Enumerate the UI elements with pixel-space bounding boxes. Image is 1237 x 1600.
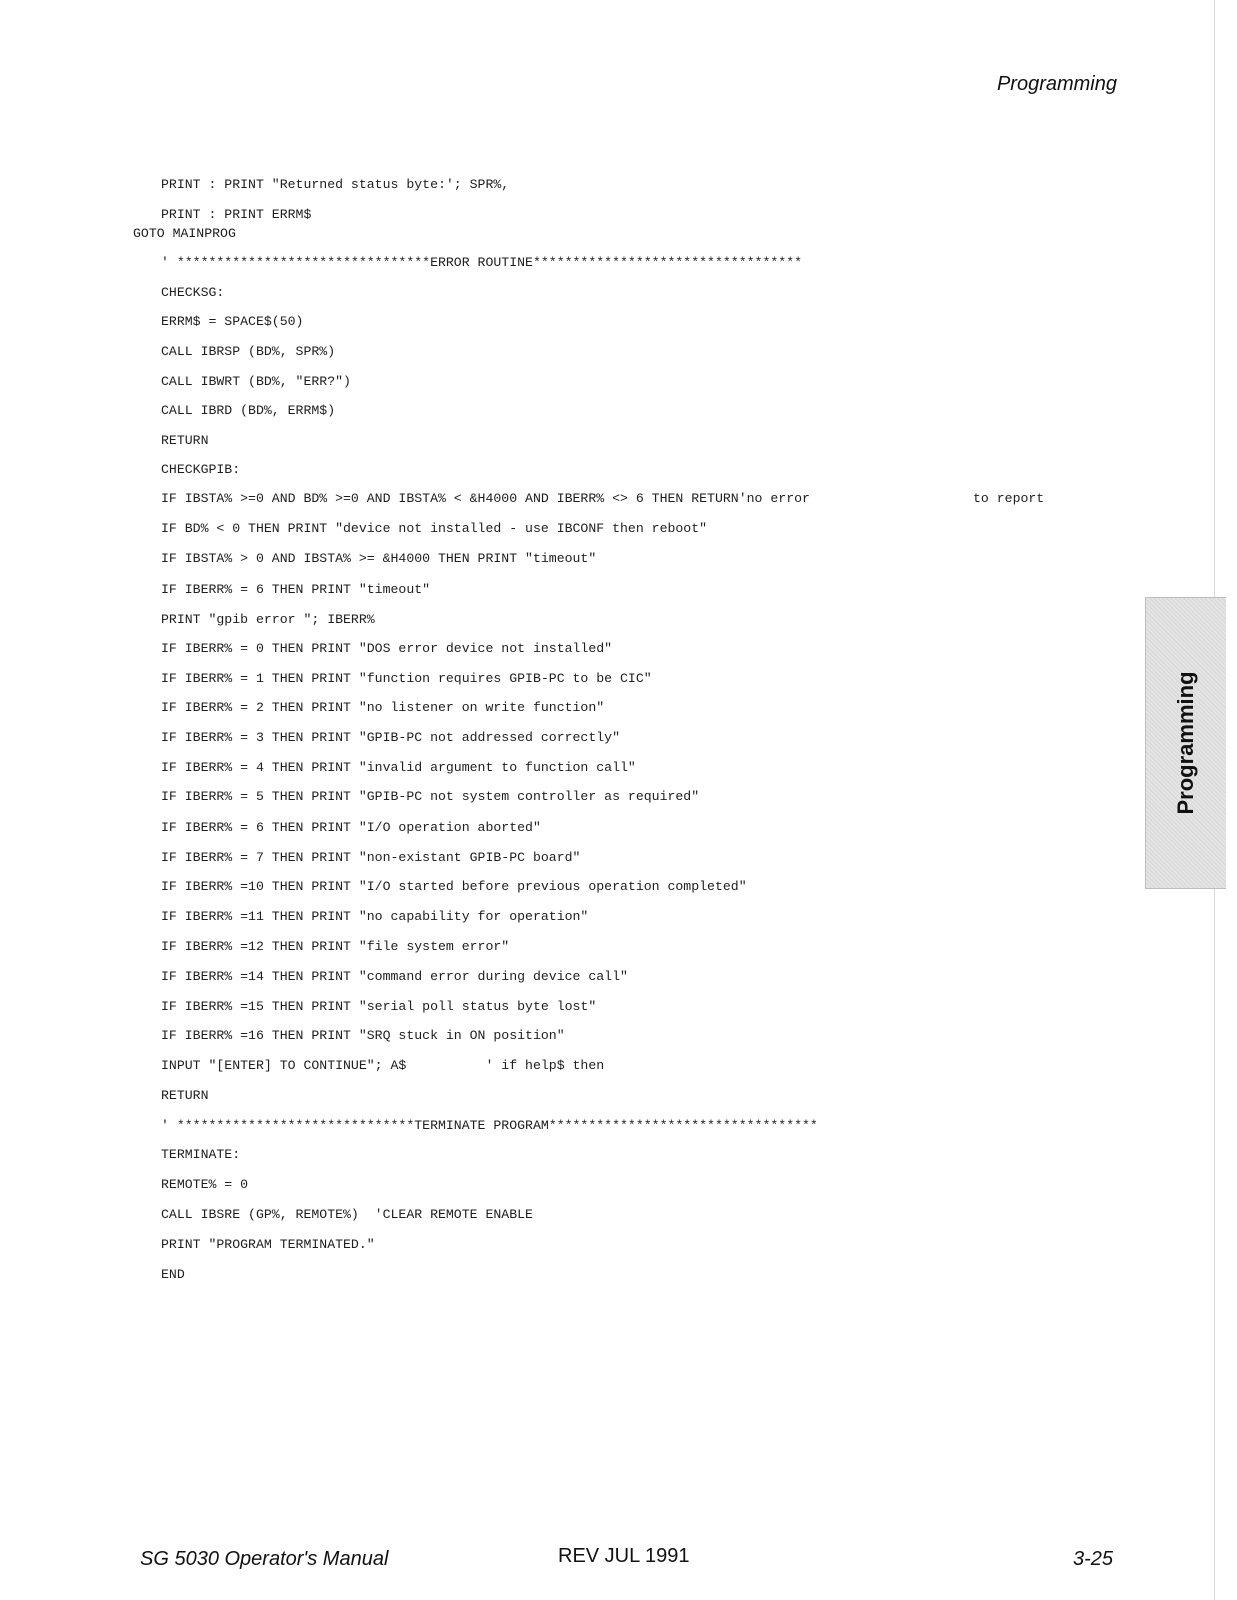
code-line: IF IBERR% = 6 THEN PRINT "timeout"	[161, 582, 431, 597]
code-line: TERMINATE:	[161, 1147, 241, 1162]
code-line: ERRM$ = SPACE$(50)	[161, 314, 304, 329]
code-line: END	[161, 1267, 185, 1282]
code-line: GOTO MAINPROG	[133, 226, 236, 241]
code-line: CALL IBRD (BD%, ERRM$)	[161, 403, 336, 418]
code-line: IF IBERR% = 6 THEN PRINT "I/O operation aborted"	[161, 820, 541, 835]
code-line: IF IBERR% = 5 THEN PRINT "GPIB-PC not system controller as required"	[161, 789, 700, 804]
code-line: REMOTE% = 0	[161, 1177, 249, 1192]
footer-manual-title: SG 5030 Operator's Manual	[140, 1548, 389, 1570]
code-line: RETURN	[161, 433, 209, 448]
section-thumb-tab-label: Programming	[1173, 671, 1198, 815]
code-line: ' ********************************ERROR ROUTINE**********************************	[161, 255, 803, 270]
code-line: PRINT "PROGRAM TERMINATED."	[161, 1237, 375, 1252]
code-line: PRINT "gpib error "; IBERR%	[161, 612, 375, 627]
code-line: ' ******************************TERMINATE PROGRAM**********************************	[161, 1118, 818, 1133]
code-line: RETURN	[161, 1088, 209, 1103]
section-thumb-tab	[1145, 597, 1226, 889]
code-line: CHECKGPIB:	[161, 462, 241, 477]
code-line: IF IBERR% =14 THEN PRINT "command error during device call"	[161, 969, 628, 984]
code-line-continuation: to report	[973, 491, 1045, 506]
code-line: IF IBERR% = 0 THEN PRINT "DOS error device not installed"	[161, 641, 613, 656]
footer-revision: REV JUL 1991	[558, 1545, 690, 1567]
footer-page-number: 3-25	[1072, 1548, 1113, 1570]
code-line: IF IBERR% =16 THEN PRINT "SRQ stuck in ON position"	[161, 1028, 565, 1043]
code-line: IF IBSTA% >=0 AND BD% >=0 AND IBSTA% < &H4000 AND IBERR% <> 6 THEN RETURN'no error	[161, 491, 810, 506]
code-line: CALL IBSRE (GP%, REMOTE%) 'CLEAR REMOTE ENABLE	[161, 1207, 533, 1222]
code-line: IF IBERR% = 7 THEN PRINT "non-existant GPIB-PC board"	[161, 850, 581, 865]
code-line: CHECKSG:	[161, 285, 225, 300]
code-line: PRINT : PRINT ERRM$	[161, 207, 312, 222]
code-line: CALL IBRSP (BD%, SPR%)	[161, 344, 336, 359]
code-line: IF IBERR% =12 THEN PRINT "file system error"	[161, 939, 510, 954]
code-line: CALL IBWRT (BD%, "ERR?")	[161, 374, 351, 389]
code-line: IF IBERR% = 4 THEN PRINT "invalid argument to function call"	[161, 760, 636, 775]
code-line: IF IBSTA% > 0 AND IBSTA% >= &H4000 THEN PRINT "timeout"	[161, 551, 597, 566]
code-line: PRINT : PRINT "Returned status byte:'; SPR%,	[161, 177, 510, 192]
code-line: INPUT "[ENTER] TO CONTINUE"; A$ ' if help$ then	[161, 1058, 605, 1073]
code-line: IF IBERR% = 1 THEN PRINT "function requires GPIB-PC to be CIC"	[161, 671, 652, 686]
code-line: IF IBERR% =10 THEN PRINT "I/O started before previous operation completed"	[161, 879, 747, 894]
code-line: IF IBERR% =15 THEN PRINT "serial poll status byte lost"	[161, 999, 597, 1014]
running-head: Programming	[996, 73, 1117, 95]
code-line: IF BD% < 0 THEN PRINT "device not installed - use IBCONF then reboot"	[161, 521, 708, 536]
code-line: IF IBERR% = 2 THEN PRINT "no listener on write function"	[161, 700, 605, 715]
code-line: IF IBERR% =11 THEN PRINT "no capability for operation"	[161, 909, 589, 924]
code-line: IF IBERR% = 3 THEN PRINT "GPIB-PC not addressed correctly"	[161, 730, 620, 745]
